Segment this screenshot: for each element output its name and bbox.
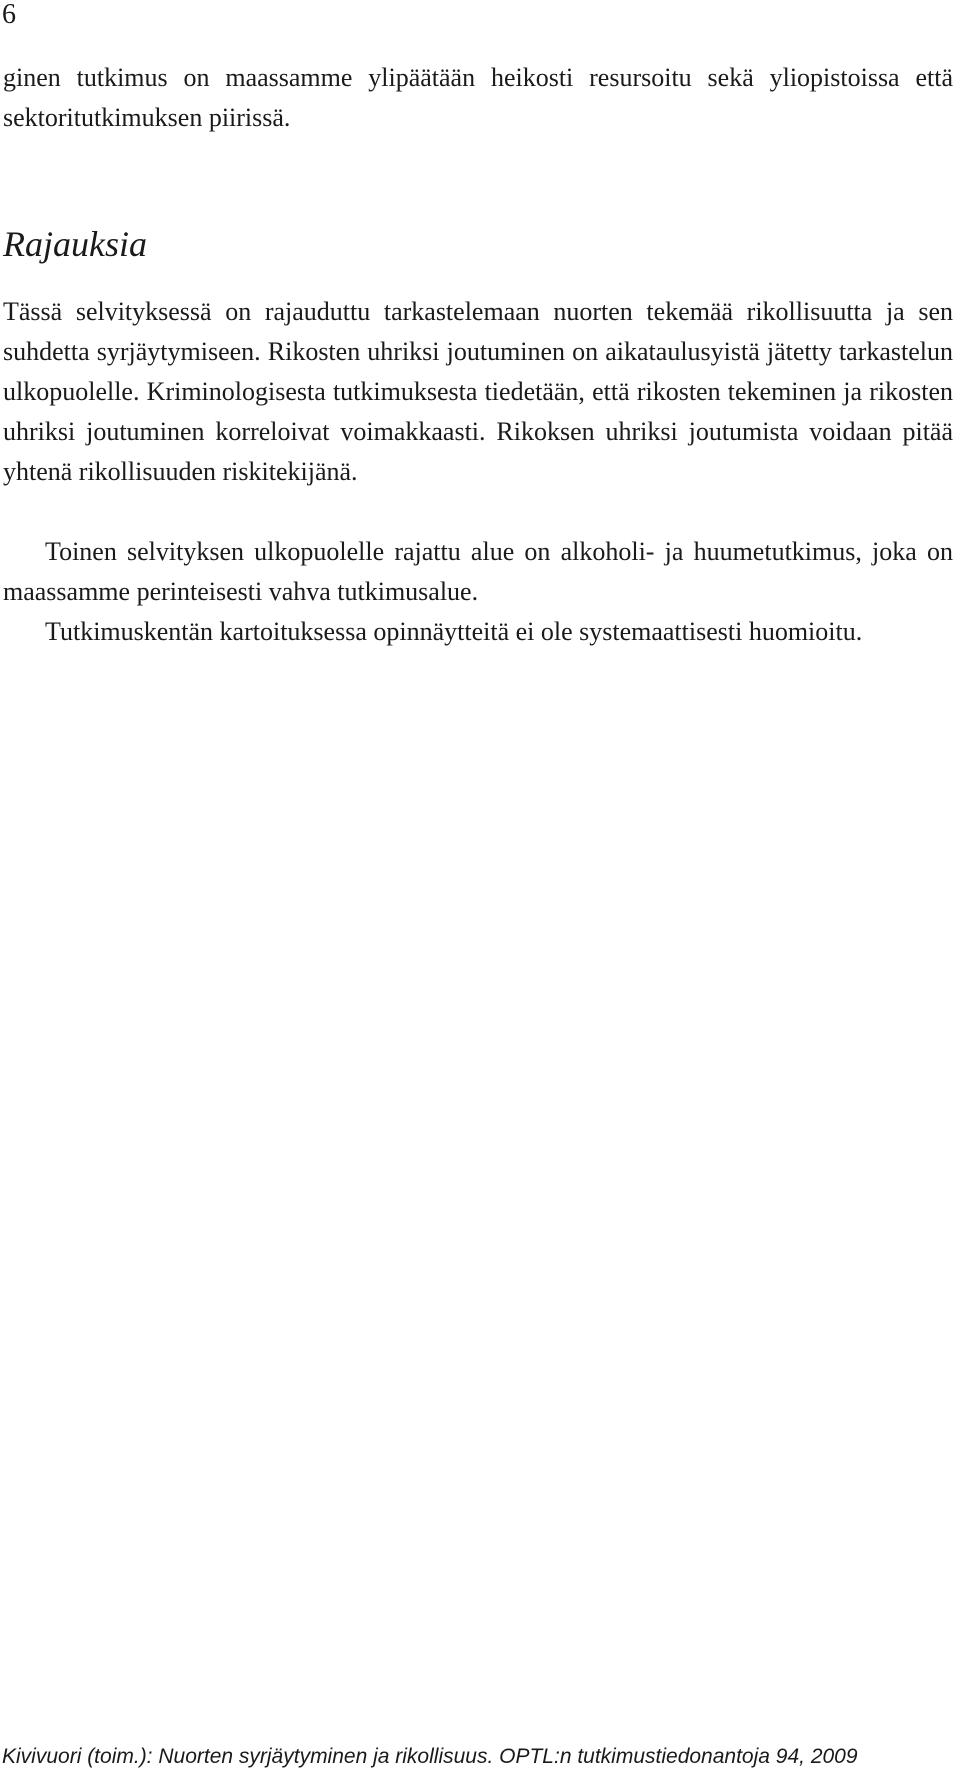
- paragraph-theses: Tutkimuskentän kartoituksessa opinnäytteitä ei ole systemaattisesti huomioitu.: [45, 617, 863, 646]
- page-number: 6: [2, 0, 16, 30]
- intro-paragraph: ginen tutkimus on maassamme ylipäätään heikosti resursoitu sekä yliopistoissa että sektoritutkimuksen piirissä.: [3, 63, 953, 132]
- paragraph-alcohol-drugs: Toinen selvityksen ulkopuolelle rajattu alue on alkoholi- ja huumetutkimus, joka on maassamme perinteisesti vahva tutkimusalue.: [3, 537, 953, 606]
- paragraph-scope: Tässä selvityksessä on rajauduttu tarkastelemaan nuorten tekemää rikollisuutta ja sen suhdetta syrjäytymiseen. Rikosten uhriksi joutuminen on aikataulusyistä jätetty tarkastelun ulkopuolelle. Kriminologisesta tutkimuksesta tiedetään, että rikosten tekeminen ja rikosten uhriksi joutuminen korreloivat voimakkaasti. Rikoksen uhriksi joutumista voidaan pitää yhtenä rikollisuuden riskitekijänä.: [3, 297, 953, 486]
- section-heading: Rajauksia: [3, 224, 147, 264]
- footer-citation: Kivivuori (toim.): Nuorten syrjäytyminen ja rikollisuus. OPTL:n tutkimustiedonantoja 94, 2009: [2, 1745, 858, 1768]
